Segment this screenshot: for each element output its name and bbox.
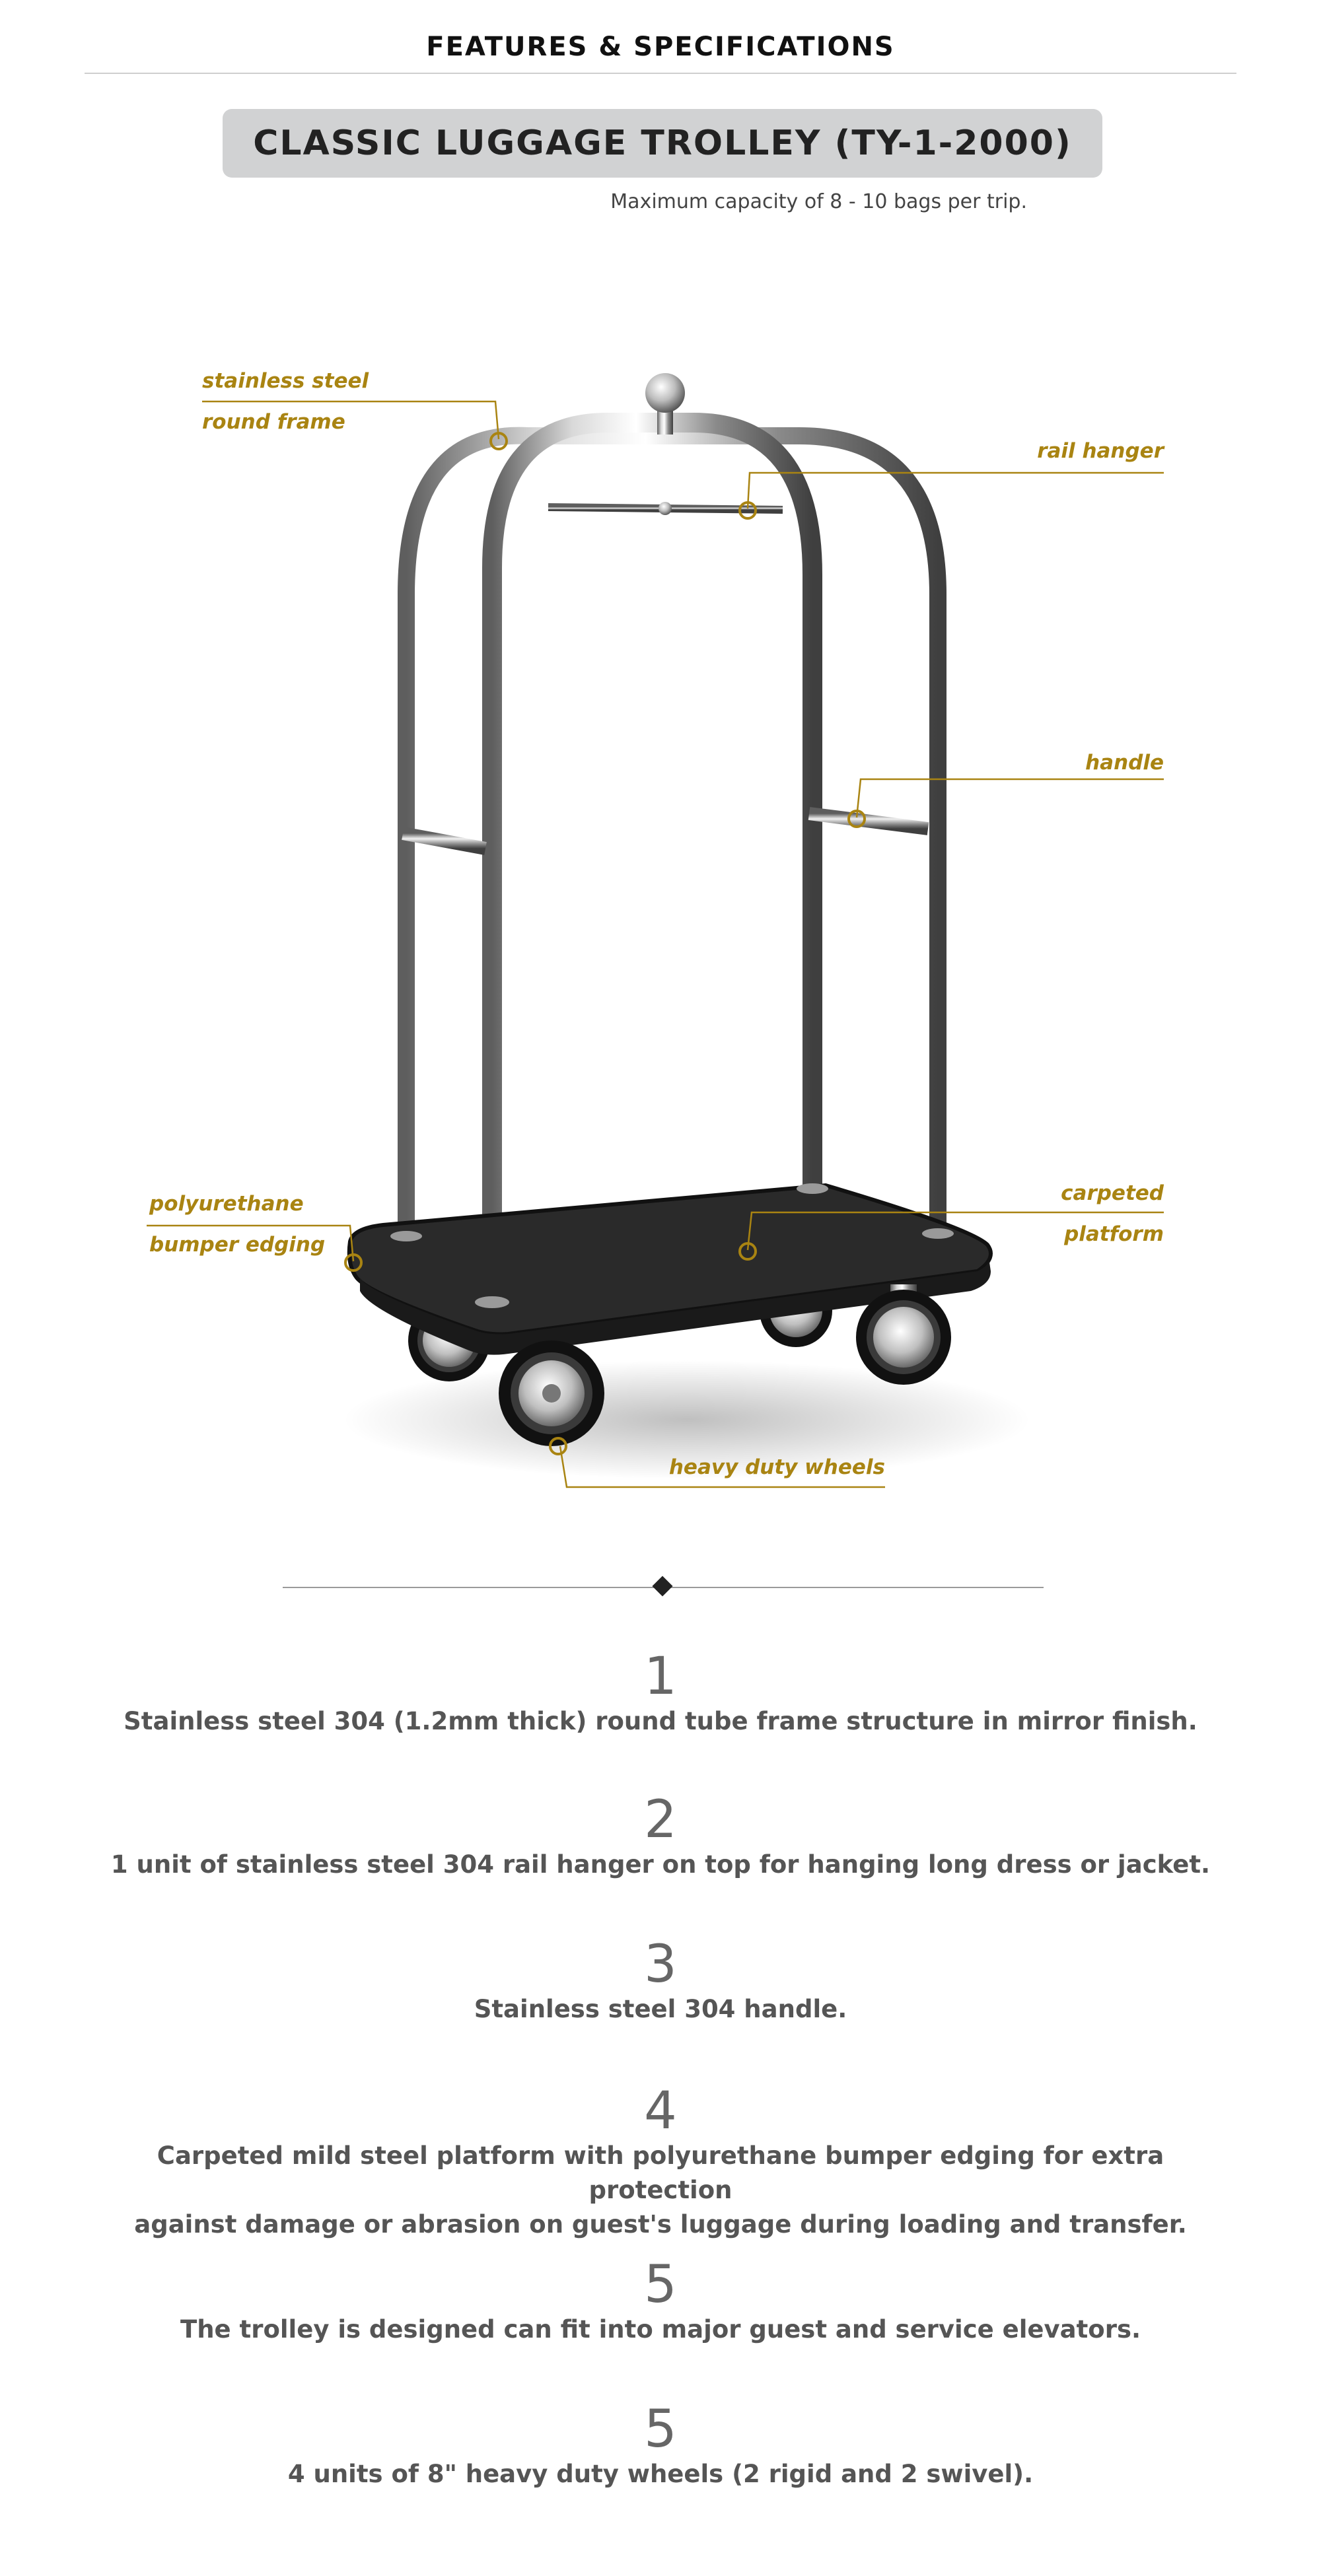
callout-frame-line1: stainless steel [202, 369, 369, 393]
callout-bumper-line1: polyurethane [149, 1192, 304, 1216]
feature-number: 3 [644, 1935, 677, 1994]
feature-text: Stainless steel 304 (1.2mm thick) round tube frame structure in mirror finish. [124, 1707, 1197, 1735]
handle-leader [857, 779, 1164, 818]
divider-diamond-icon [652, 1576, 672, 1596]
feature-item [99, 1649, 1222, 1739]
callout-frame [202, 361, 369, 442]
callout-handle: handle [1085, 751, 1164, 775]
feature-number: 5 [644, 2400, 677, 2459]
feature-item [99, 1792, 1222, 1882]
callout-rail-hanger: rail hanger [1037, 439, 1164, 463]
feature-text-line2: against damage or abrasion on guest's luggage during loading and transfer. [134, 2210, 1187, 2239]
page-title: FEATURES & SPECIFICATIONS [426, 32, 895, 62]
feature-number: 1 [644, 1647, 677, 1706]
front-left-wheel [499, 1340, 604, 1446]
callout-platform-line2: platform [1064, 1222, 1164, 1246]
top-knob [645, 373, 685, 413]
feature-text-line1: Carpeted mild steel platform with polyurethane bumper edging for extra protection [157, 2141, 1164, 2204]
feature-text: Stainless steel 304 handle. [474, 1995, 847, 2023]
feature-item [99, 2083, 1222, 2242]
feature-item [99, 1937, 1222, 2027]
front-frame [492, 423, 812, 1304]
feature-number: 4 [644, 2081, 677, 2141]
left-cross-bar [403, 833, 485, 849]
callout-bumper [149, 1183, 325, 1265]
capacity-note: Maximum capacity of 8 - 10 bags per trip. [610, 190, 1027, 213]
callout-wheels: heavy duty wheels [668, 1455, 885, 1479]
feature-text: 4 units of 8" heavy duty wheels (2 rigid and 2 swivel). [287, 2460, 1034, 2488]
handle-bar [809, 814, 928, 829]
product-name: CLASSIC LUGGAGE TROLLEY (TY-1-2000) [253, 123, 1072, 163]
feature-number: 5 [644, 2255, 677, 2315]
callout-platform [1061, 1173, 1164, 1255]
callout-platform-line1: carpeted [1061, 1181, 1164, 1205]
callout-bumper-line2: bumper edging [149, 1233, 326, 1257]
callout-frame-line2: round frame [202, 410, 345, 434]
feature-text: 1 unit of stainless steel 304 rail hanger on top for hanging long dress or jacket. [110, 1850, 1211, 1879]
feature-text: The trolley is designed can fit into major guest and service elevators. [180, 2315, 1141, 2344]
feature-item [99, 2257, 1222, 2347]
feature-number: 2 [644, 1790, 677, 1850]
feature-item [99, 2402, 1222, 2491]
